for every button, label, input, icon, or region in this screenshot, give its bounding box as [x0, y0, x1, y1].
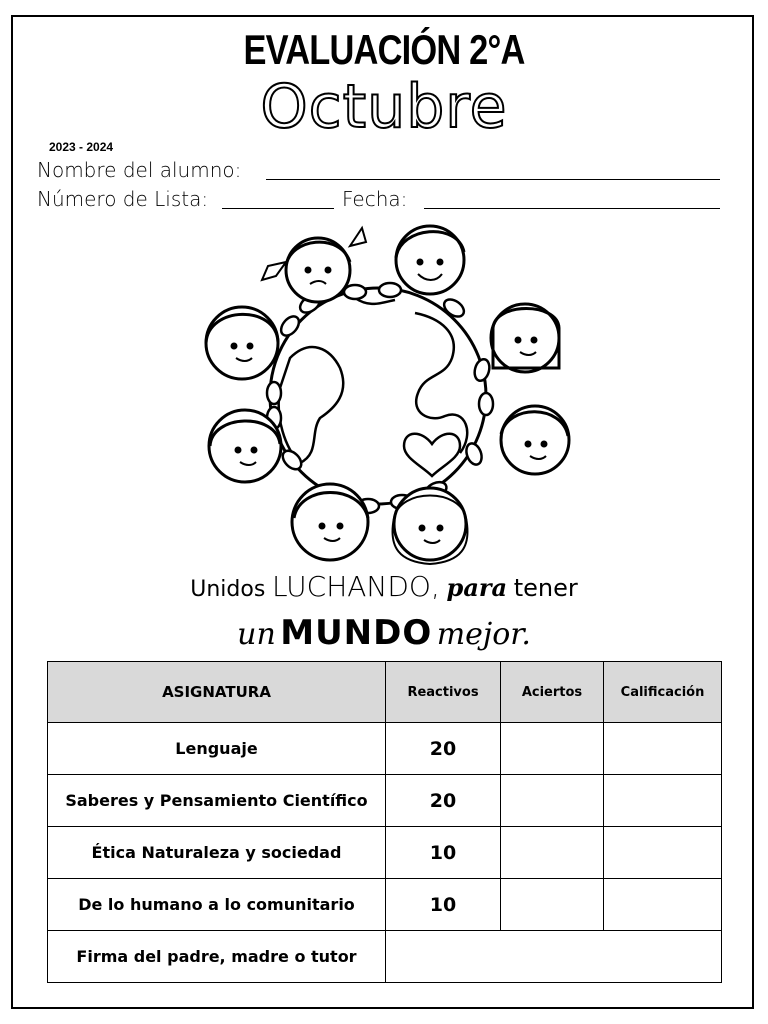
header-correct: Aciertos	[501, 662, 604, 723]
subject-cell: Lenguaje	[48, 723, 386, 775]
slogan-word-mundo: MUNDO	[280, 613, 433, 653]
student-name-label: Nombre del alumno:	[37, 158, 242, 182]
slogan-word-tener: tener	[513, 574, 578, 602]
signature-label: Firma del padre, madre o tutor	[48, 931, 386, 983]
slogan-word-luchando: LUCHANDO,	[271, 570, 440, 603]
grade-cell[interactable]	[604, 879, 722, 931]
date-label: Fecha:	[342, 187, 408, 211]
list-number-label: Número de Lista:	[37, 187, 209, 211]
grades-table	[47, 661, 722, 983]
grade-cell[interactable]	[604, 723, 722, 775]
correct-cell[interactable]	[501, 775, 604, 827]
date-field[interactable]	[424, 208, 720, 209]
header-subject: ASIGNATURA	[48, 662, 386, 723]
items-cell: 20	[386, 775, 501, 827]
slogan-word-unidos: Unidos	[190, 577, 266, 602]
signature-row	[48, 931, 722, 983]
school-year: 2023 - 2024	[49, 140, 114, 154]
table-row	[48, 827, 722, 879]
header-grade: Calificación	[604, 662, 722, 723]
table-row	[48, 879, 722, 931]
correct-cell[interactable]	[501, 879, 604, 931]
items-cell: 20	[386, 723, 501, 775]
table-row	[48, 723, 722, 775]
signature-field[interactable]	[386, 931, 722, 983]
slogan-word-un: un	[237, 617, 276, 652]
slogan-word-para: para	[446, 573, 508, 602]
children-around-globe-illustration	[190, 218, 580, 568]
correct-cell[interactable]	[501, 723, 604, 775]
list-number-field[interactable]	[222, 208, 334, 209]
month-title: Octubre	[260, 72, 508, 142]
table-header-row	[48, 662, 722, 723]
items-cell: 10	[386, 827, 501, 879]
header-items: Reactivos	[386, 662, 501, 723]
subject-cell: Saberes y Pensamiento Científico	[48, 775, 386, 827]
items-cell: 10	[386, 879, 501, 931]
student-name-field[interactable]	[266, 179, 720, 180]
grade-cell[interactable]	[604, 775, 722, 827]
table-row	[48, 775, 722, 827]
subject-cell: De lo humano a lo comunitario	[48, 879, 386, 931]
slogan-word-mejor: mejor.	[436, 617, 531, 652]
subject-cell: Ética Naturaleza y sociedad	[48, 827, 386, 879]
slogan-line-2	[0, 613, 768, 653]
page-title: EVALUACIÓN 2°A	[243, 26, 525, 73]
slogan-line-1	[0, 570, 768, 603]
grade-cell[interactable]	[604, 827, 722, 879]
correct-cell[interactable]	[501, 827, 604, 879]
